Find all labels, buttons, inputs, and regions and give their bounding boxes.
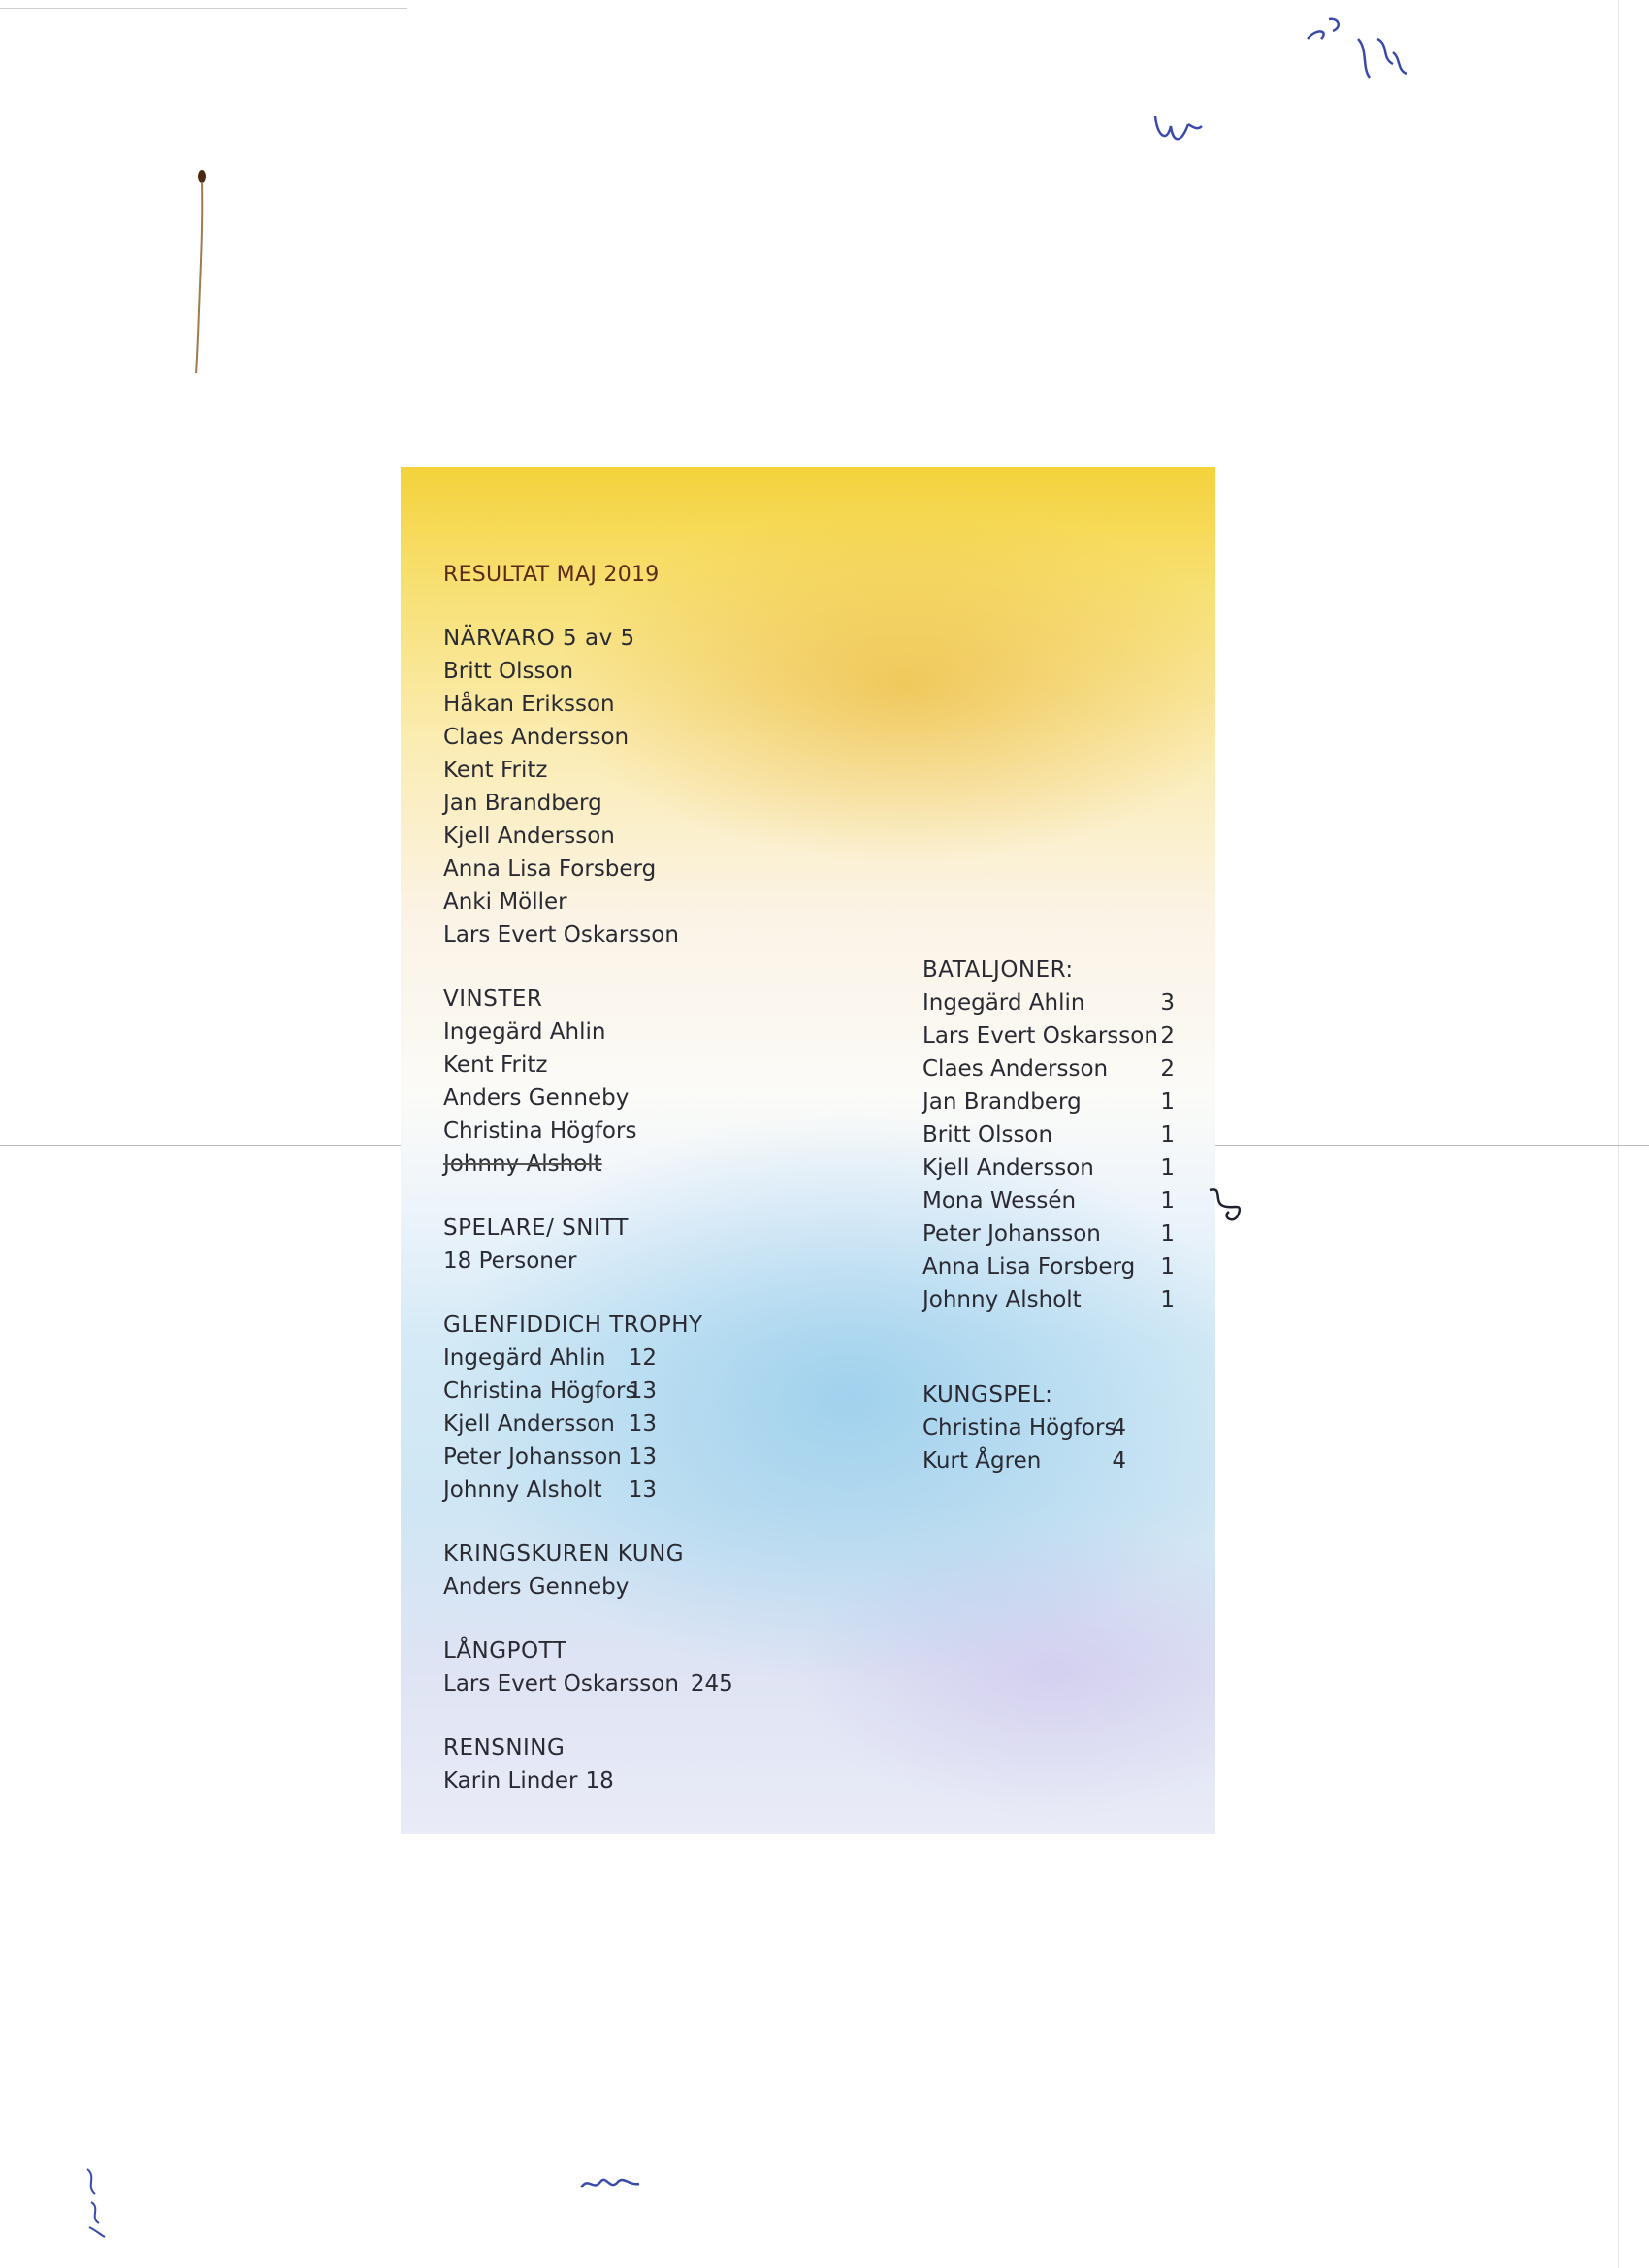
glenfiddich-value: 13 (628, 1411, 657, 1437)
spelare-heading: SPELARE/ SNITT (443, 1215, 629, 1241)
kringskuren-value: Anders Genneby (443, 1574, 630, 1600)
langpott-value: 245 (690, 1671, 733, 1697)
vinster-name: Kent Fritz (443, 1053, 548, 1078)
kungspel-name: Christina Högfors (922, 1415, 1116, 1441)
narvaro-name: Anna Lisa Forsberg (443, 857, 657, 882)
glenfiddich-row (443, 1408, 733, 1441)
rensning-section (443, 1732, 733, 1798)
narvaro-name: Lars Evert Oskarsson (443, 923, 679, 948)
narvaro-section (443, 622, 733, 952)
narvaro-name: Kent Fritz (443, 758, 548, 783)
scan-edge-line (1618, 0, 1619, 2268)
bataljoner-row (922, 1020, 1175, 1053)
glenfiddich-value: 13 (628, 1477, 657, 1503)
narvaro-heading: NÄRVARO 5 av 5 (443, 626, 635, 651)
bataljoner-value: 1 (1160, 1254, 1175, 1280)
handwritten-mark-bottom-left (78, 2163, 116, 2241)
glenfiddich-row (443, 1342, 733, 1375)
bataljoner-row (922, 1250, 1175, 1283)
glenfiddich-name: Kjell Andersson (443, 1411, 615, 1437)
glenfiddich-value: 12 (628, 1345, 657, 1371)
bataljoner-section (922, 954, 1175, 1316)
bataljoner-name: Johnny Alsholt (922, 1287, 1082, 1312)
spelare-section (443, 1212, 733, 1278)
handwritten-mark-top-right (1300, 10, 1416, 87)
ink-drip-mark (184, 165, 213, 378)
vinster-name: Johnny Alsholt (443, 1151, 602, 1177)
scan-edge-line (0, 8, 407, 9)
narvaro-name: Kjell Andersson (443, 824, 615, 849)
kungspel-name: Kurt Ågren (922, 1448, 1042, 1474)
bataljoner-value: 1 (1160, 1221, 1175, 1247)
vinster-name: Christina Högfors (443, 1118, 637, 1144)
kringskuren-heading: KRINGSKUREN KUNG (443, 1541, 685, 1567)
bataljoner-name: Ingegärd Ahlin (922, 990, 1085, 1016)
bataljoner-name: Kjell Andersson (922, 1155, 1094, 1181)
glenfiddich-row (443, 1441, 733, 1474)
narvaro-name: Håkan Eriksson (443, 692, 615, 717)
bataljoner-value: 3 (1160, 990, 1175, 1016)
glenfiddich-name: Johnny Alsholt (443, 1477, 602, 1503)
narvaro-name: Claes Andersson (443, 725, 630, 750)
results-sheet (401, 467, 1215, 1834)
glenfiddich-name: Ingegärd Ahlin (443, 1345, 606, 1371)
bataljoner-row (922, 1151, 1175, 1184)
bataljoner-heading: BATALJONER: (922, 957, 1074, 983)
kungspel-row (922, 1411, 1175, 1444)
glenfiddich-value: 13 (628, 1444, 657, 1470)
kungspel-heading: KUNGSPEL: (922, 1382, 1053, 1408)
handwritten-mark-bottom (577, 2168, 645, 2197)
handwritten-squiggle (1204, 1184, 1252, 1233)
kungspel-row (922, 1444, 1175, 1477)
glenfiddich-value: 13 (628, 1378, 657, 1404)
bataljoner-value: 2 (1160, 1056, 1175, 1082)
bataljoner-value: 2 (1160, 1023, 1175, 1049)
bataljoner-value: 1 (1160, 1287, 1175, 1312)
bataljoner-name: Mona Wessén (922, 1188, 1077, 1214)
bataljoner-value: 1 (1160, 1155, 1175, 1181)
vinster-heading: VINSTER (443, 987, 543, 1012)
bataljoner-value: 1 (1160, 1122, 1175, 1148)
vinster-section (443, 983, 733, 1181)
bataljoner-name: Claes Andersson (922, 1056, 1109, 1082)
langpott-heading: LÅNGPOTT (443, 1638, 567, 1664)
rensning-row (443, 1765, 733, 1798)
bataljoner-value: 1 (1160, 1089, 1175, 1115)
page-title: RESULTAT MAJ 2019 (443, 563, 660, 587)
glenfiddich-row (443, 1375, 733, 1408)
langpott-section (443, 1635, 733, 1701)
kringskuren-section (443, 1538, 733, 1604)
bataljoner-row (922, 987, 1175, 1020)
kungspel-value: 4 (1112, 1448, 1126, 1474)
bataljoner-row (922, 1085, 1175, 1118)
glenfiddich-name: Christina Högfors (443, 1378, 637, 1404)
rensning-name: Karin Linder (443, 1768, 578, 1794)
bataljoner-name: Anna Lisa Forsberg (922, 1254, 1136, 1280)
bataljoner-name: Lars Evert Oskarsson (922, 1023, 1158, 1049)
bataljoner-row (922, 1053, 1175, 1085)
bataljoner-name: Jan Brandberg (922, 1089, 1082, 1115)
bataljoner-name: Britt Olsson (922, 1122, 1053, 1148)
bataljoner-row (922, 1283, 1175, 1316)
right-column (922, 954, 1175, 1477)
vinster-name: Ingegärd Ahlin (443, 1020, 606, 1045)
narvaro-name: Jan Brandberg (443, 791, 602, 816)
kungspel-section (922, 1378, 1175, 1477)
bataljoner-value: 1 (1160, 1188, 1175, 1214)
bataljoner-row (922, 1217, 1175, 1250)
glenfiddich-section (443, 1309, 733, 1507)
bataljoner-name: Peter Johansson (922, 1221, 1101, 1247)
kungspel-value: 4 (1112, 1415, 1126, 1441)
glenfiddich-heading: GLENFIDDICH TROPHY (443, 1312, 703, 1338)
bataljoner-row (922, 1184, 1175, 1217)
glenfiddich-name: Peter Johansson (443, 1444, 622, 1470)
narvaro-name: Britt Olsson (443, 659, 574, 684)
langpott-row (443, 1668, 733, 1701)
narvaro-name: Anki Möller (443, 890, 567, 915)
glenfiddich-row (443, 1474, 733, 1507)
langpott-name: Lars Evert Oskarsson (443, 1671, 679, 1697)
rensning-heading: RENSNING (443, 1735, 566, 1761)
spelare-value: 18 Personer (443, 1248, 577, 1274)
vinster-name: Anders Genneby (443, 1085, 630, 1111)
rensning-value: 18 (585, 1768, 614, 1794)
handwritten-mark-u (1149, 107, 1208, 155)
left-column (443, 560, 733, 1798)
bataljoner-row (922, 1118, 1175, 1151)
